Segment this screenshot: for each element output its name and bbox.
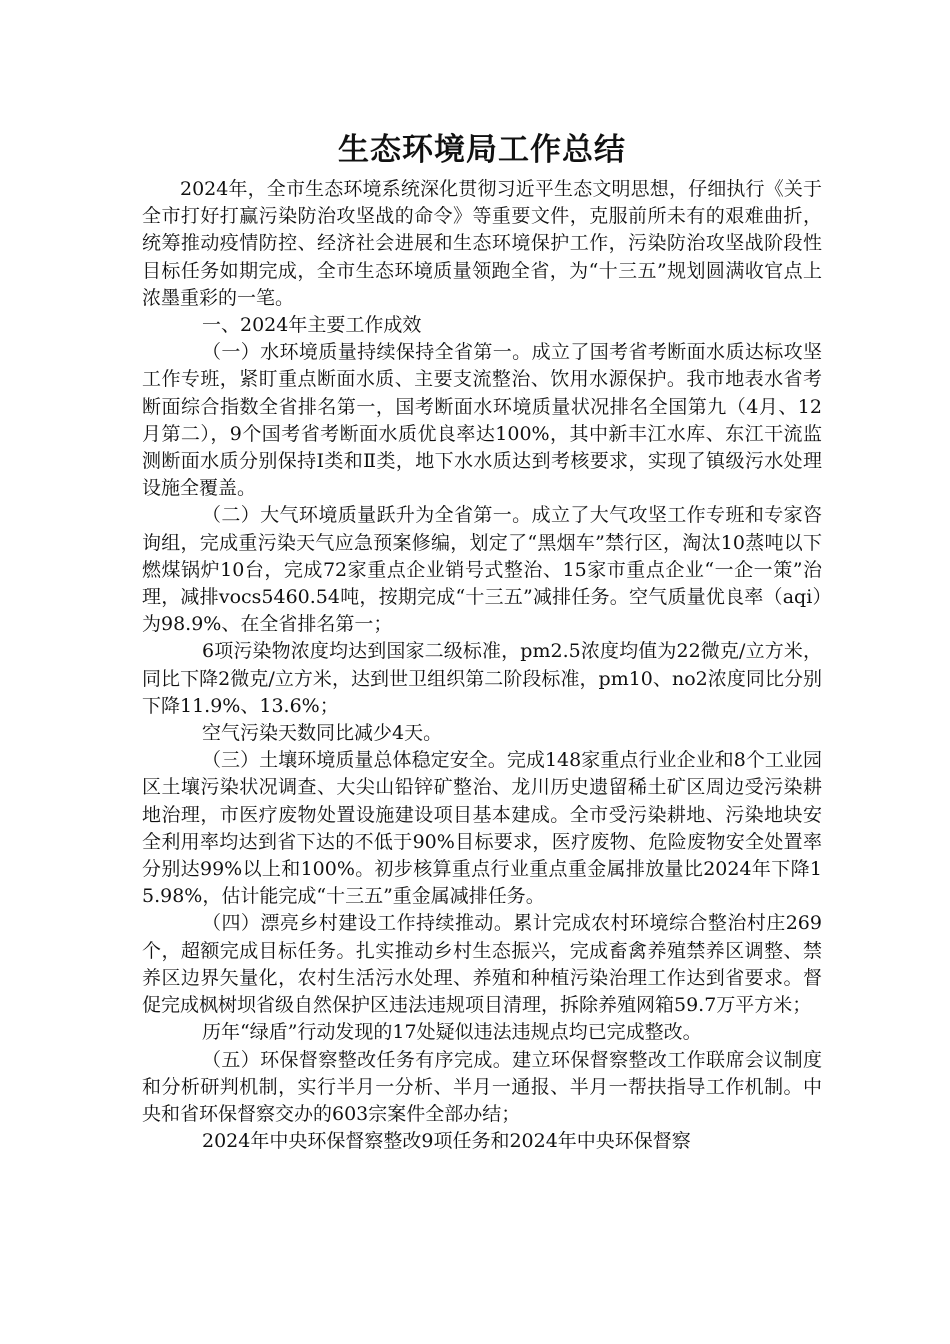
pollution-days-paragraph: 空气污染天数同比减少4天。 xyxy=(202,722,443,745)
document-page xyxy=(142,128,822,1155)
soil-paragraph: （三）土壤环境质量总体稳定安全。完成148家重点行业企业和8个工业园区土壤污染状况调查、大尖山铅锌矿整治、龙川历史遗留稀土矿区周边受污染耕地治理，市医疗废物处置设施建设项目基本建成。全市受污染耕地、污染地块安全利用率均达到省下达的不低于90%目标要求，医疗废物、危险废物安全处置率分别达99%以上和100%。初步核算重点行业重点重金属排放量比2024年下降15.98%，估计能完成“十三五”重金属减排任务。 xyxy=(142,749,822,908)
document-title: 生态环境局工作总结 xyxy=(338,132,626,168)
inspection-tasks-paragraph: 2024年中央环保督察整改9项任务和2024年中央环保督察 xyxy=(202,1130,691,1153)
pollutant-paragraph: 6项污染物浓度均达到国家二级标准，pm2.5浓度均值为22微克/立方米，同比下降2微克/立方米，达到世卫组织第二阶段标准，pm10、no2浓度同比分别下降11.9%、13.6%； xyxy=(142,640,822,717)
village-paragraph: （四）漂亮乡村建设工作持续推动。累计完成农村环境综合整治村庄269个，超额完成目标任务。扎实推动乡村生态振兴，完成畜禽养殖禁养区调整、禁养区边界矢量化，农村生活污水处理、养殖和种植污染治理工作达到省要求。督促完成枫树坝省级自然保护区违法违规项目清理，拆除养殖网箱59.7万平方米； xyxy=(142,912,822,1017)
water-paragraph: （一）水环境质量持续保持全省第一。成立了国考省考断面水质达标攻坚工作专班，紧盯重点断面水质、主要支流整治、饮用水源保护。我市地表水省考断面综合指数全省排名第一，国考断面水环境质量状况排名全国第九（4月、12月第二），9个国考省考断面水质优良率达100%，其中新丰江水库、东江干流监测断面水质分别保持Ⅰ类和Ⅱ类，地下水水质达到考核要求，实现了镇级污水处理设施全覆盖。 xyxy=(142,341,822,500)
inspection-paragraph: （五）环保督察整改任务有序完成。建立环保督察整改工作联席会议制度和分析研判机制，实行半月一分析、半月一通报、半月一帮扶指导工作机制。中央和省环保督察交办的603宗案件全部办结； xyxy=(142,1048,822,1125)
section-heading: 一、2024年主要工作成效 xyxy=(202,314,422,337)
intro-paragraph: 2024年，全市生态环境系统深化贯彻习近平生态文明思想，仔细执行《关于全市打好打赢污染防治攻坚战的命令》等重要文件，克服前所未有的艰难曲折，统筹推动疫情防控、经济社会进展和生态环境保护工作，污染防治攻坚战阶段性目标任务如期完成，全市生态环境质量领跑全省，为“十三五”规划圆满收官点上浓墨重彩的一笔。 xyxy=(142,178,822,309)
green-shield-paragraph: 历年“绿盾”行动发现的17处疑似违法违规点均已完成整改。 xyxy=(202,1021,702,1044)
air-paragraph: （二）大气环境质量跃升为全省第一。成立了大气攻坚工作专班和专家咨询组，完成重污染天气应急预案修编，划定了“黑烟车”禁行区，淘汰10蒸吨以下燃煤锅炉10台，完成72家重点企业销号式整治、15家市重点企业“一企一策”治理，减排vocs5460.54吨，按期完成“十三五”减排任务。空气质量优良率（aqi）为98.9%、在全省排名第一； xyxy=(142,504,822,636)
